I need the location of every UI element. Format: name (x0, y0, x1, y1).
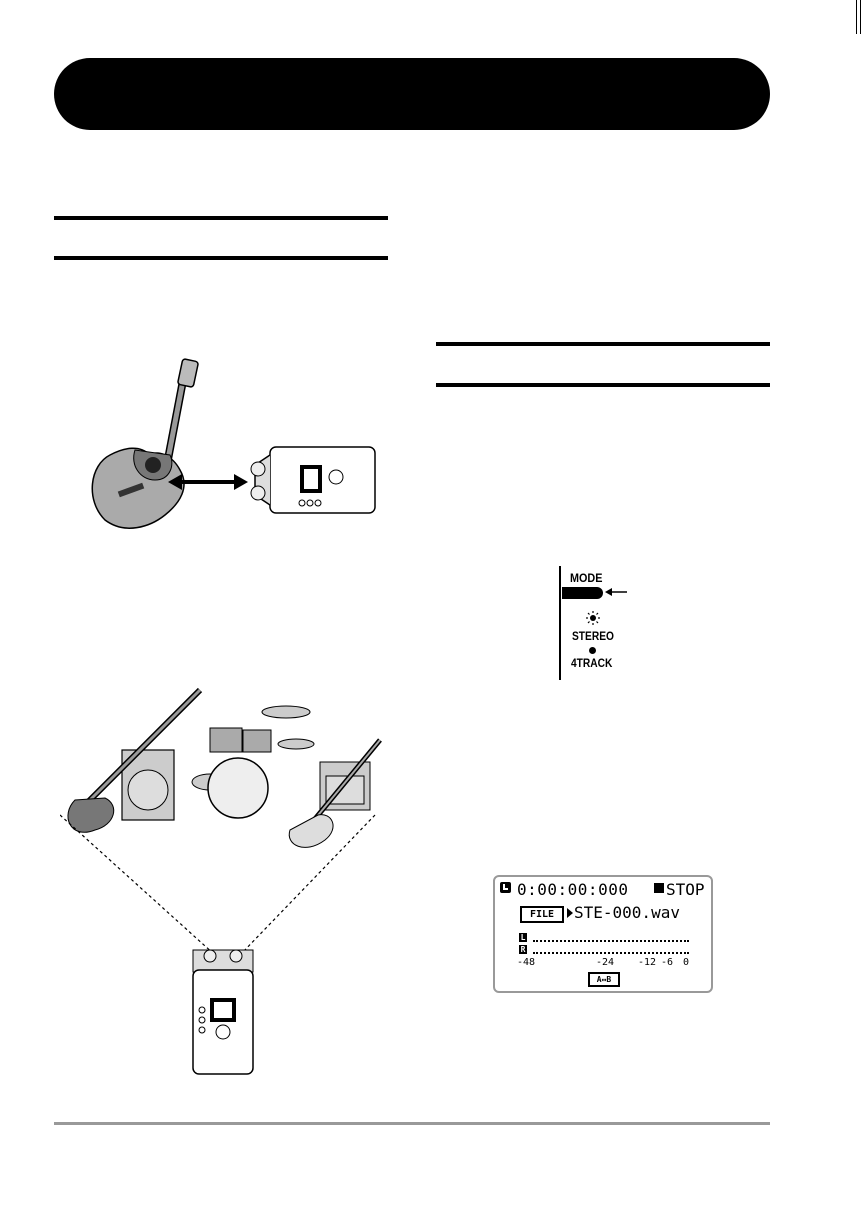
left-level-meter (533, 940, 689, 942)
section-rule-bottom-right (436, 383, 770, 387)
scale-label: -48 (517, 957, 536, 968)
scale-label: -6 (661, 957, 674, 968)
clock-icon (500, 882, 511, 893)
chapter-header-bar (54, 58, 770, 130)
right-level-meter (533, 952, 689, 954)
recorder-icon (251, 447, 375, 513)
recorder-icon (193, 950, 253, 1074)
section-rule-top-left (54, 216, 388, 220)
scale-label: 0 (683, 957, 690, 968)
left-arrow-icon (605, 586, 627, 598)
section-rule-bottom-left (54, 256, 388, 260)
band-recording-illustration (60, 680, 390, 1080)
band-drums-guitars-icon (68, 690, 380, 847)
section-rule-top-right (436, 342, 770, 346)
stop-icon (654, 883, 664, 893)
panel-edge (559, 566, 561, 680)
left-channel-label: L (520, 933, 526, 942)
crop-mark-vertical-right (856, 0, 857, 34)
mode-switch-lever (562, 587, 603, 599)
footer-rule (54, 1122, 770, 1125)
bidirectional-arrow (168, 474, 248, 490)
stereo-label: STEREO (572, 629, 614, 643)
4track-label: 4TRACK (571, 656, 613, 670)
play-icon (567, 908, 573, 918)
sun-icon (586, 611, 600, 625)
right-channel-label: R (520, 945, 526, 954)
acoustic-guitar-icon (92, 359, 198, 529)
transport-status: STOP (666, 880, 705, 899)
ab-repeat-label: A↔B (588, 972, 620, 987)
scale-label: -12 (638, 957, 657, 968)
scale-label: -24 (596, 957, 615, 968)
dot-icon (589, 647, 596, 654)
lcd-display (493, 875, 713, 993)
file-label: FILE (520, 906, 564, 923)
mode-switch-panel (559, 566, 679, 680)
acoustic-guitar-recorder-illustration (80, 355, 380, 535)
mode-title: MODE (570, 571, 603, 585)
counter-time: 0:00:00:000 (517, 880, 629, 899)
file-name: STE-000.wav (574, 903, 680, 922)
